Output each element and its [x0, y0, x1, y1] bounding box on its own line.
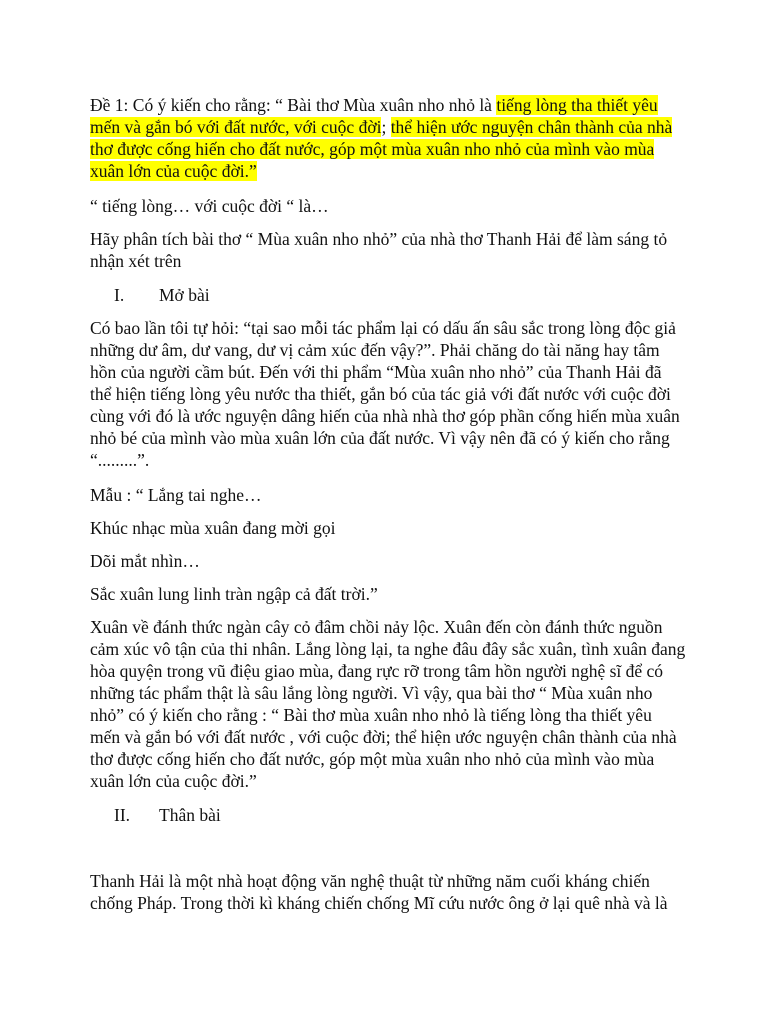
spring-paragraph: Xuân về đánh thức ngàn cây cỏ đâm chồi nảy lộc. Xuân đến còn đánh thức nguồn cảm xúc vô tận của thi nhân. Lắng lòng lại, ta nghe đâu đây sắc xuân, tình xuân đang hòa quyện trong vũ điệu giao mùa, đang rực rỡ trong tâm hồn người nghệ sĩ để có những tác phẩm thật là sâu lắng lòng người. Vì vậy, qua bài thơ “ Mùa xuân nho nhỏ” có ý kiến cho rằng : “ Bài thơ mùa xuân nho nhỏ là tiếng lòng tha thiết yêu mến và gắn bó với đất nước , với cuộc đời; thể hiện ước nguyện chân thành của nhà thơ được cống hiến cho đất nước, góp một mùa xuân nho nhỏ của mình vào mùa xuân lớn của cuộc đời.” — [90, 617, 686, 791]
topic-highlight-2: thể hiện ước nguyện chân thành của nhà thơ được cống hiến cho đất nước, góp một mùa xuân nho nhỏ của mình vào mùa xuân lớn của cuộc đời.” — [90, 117, 673, 181]
section-title: Mở bài — [159, 285, 210, 305]
sample-line-1: Mẫu : “ Lắng tai nghe… — [90, 485, 262, 505]
topic-prefix: Đề 1: Có ý kiến cho rằng: “ Bài thơ Mùa xuân nho nhỏ là — [90, 95, 497, 115]
essay-topic — [90, 94, 686, 182]
sample-line-3: Dõi mắt nhìn… — [90, 551, 200, 571]
task-instruction: Hãy phân tích bài thơ “ Mùa xuân nho nhỏ” của nhà thơ Thanh Hải để làm sáng tỏ nhận xét trên — [90, 229, 668, 271]
sample-line-4: Sắc xuân lung linh tràn ngập cả đất trời.” — [90, 584, 378, 604]
body-paragraph: Thanh Hải là một nhà hoạt động văn nghệ thuật từ những năm cuối kháng chiến chống Pháp. Trong thời kì kháng chiến chống Mĩ cứu nước ông ở lại quê nhà và là — [90, 871, 668, 913]
topic-separator: ; — [381, 117, 391, 137]
section-title: Thân bài — [159, 805, 221, 825]
sample-line-2: Khúc nhạc mùa xuân đang mời gọi — [90, 518, 336, 538]
intro-paragraph: Có bao lần tôi tự hỏi: “tại sao mỗi tác phẩm lại có dấu ấn sâu sắc trong lòng độc giả những dư âm, dư vang, dư vị cảm xúc đến vậy?”. Phải chăng do tài năng hay tâm hồn của người cầm bút. Đến với thi phẩm “Mùa xuân nho nhỏ” của Thanh Hải đã thể hiện tiếng lòng yêu nước tha thiết, gắn bó của tác giả với đất nước với cuộc đời cùng với đó là ước nguyện dâng hiến của nhà nhà thơ góp phần cống hiến mùa xuân nhỏ bé của mình vào mùa xuân lớn của đất nước. Vì vậy nên đã có ý kiến cho rằng “.........”. — [90, 318, 680, 470]
topic-highlight-1: tiếng lòng tha thiết yêu mến và gắn bó với đất nước, với cuộc đời — [90, 95, 658, 137]
quote-line: “ tiếng lòng… với cuộc đời “ là… — [90, 196, 329, 216]
section-number: II. — [114, 805, 131, 825]
section-number: I. — [114, 285, 125, 305]
